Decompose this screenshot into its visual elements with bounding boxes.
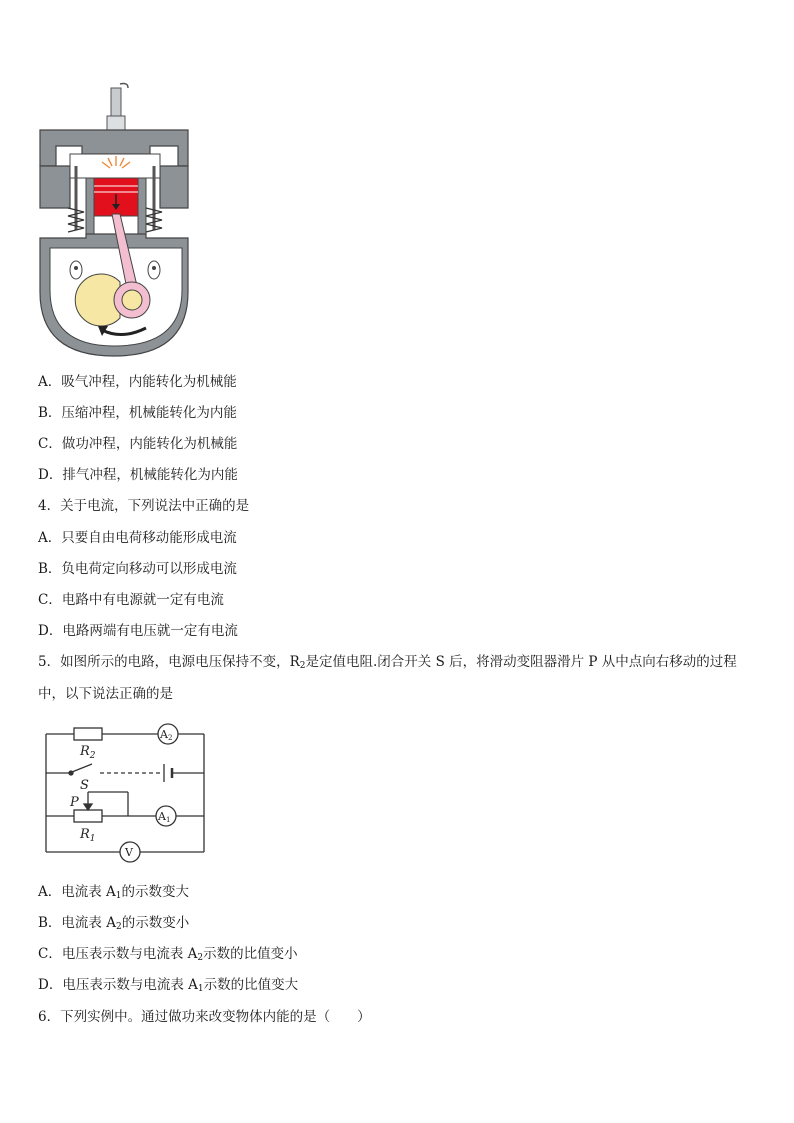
q5-stem-line1: 5．如图所示的电路，电源电压保持不变，$R_2$是定值电阻.闭合开关 S 后，将滑动变阻器滑片 P 从中点向右移动的过程 — [38, 654, 737, 671]
q6-stem: 6．下列实例中。通过做功来改变物体内能的是（ ） — [38, 1009, 371, 1025]
q4-option-d[interactable]: D．电路两端有电压就一定有电流 — [38, 623, 238, 639]
r2-label: $R_2$ — [80, 744, 96, 761]
engine-diagram — [36, 82, 196, 360]
voltmeter-label: V — [125, 846, 133, 859]
q3-option-a[interactable]: A．吸气冲程，内能转化为机械能 — [38, 374, 237, 390]
r1-label: $R_1$ — [80, 827, 96, 844]
ammeter-a1-label: A1 — [158, 810, 171, 824]
q5-option-c[interactable]: C．电压表示数与电流表 $A_2$示数的比值变小 — [38, 946, 298, 963]
q5-option-d[interactable]: D．电压表示数与电流表 $A_1$示数的比值变大 — [38, 977, 299, 994]
q4-stem: 4．关于电流，下列说法中正确的是 — [38, 498, 250, 514]
ammeter-a2-label: A2 — [160, 728, 173, 742]
q3-option-d[interactable]: D．排气冲程，机械能转化为内能 — [38, 467, 238, 483]
switch-s-label: S — [80, 778, 89, 793]
q3-option-c[interactable]: C．做功冲程，内能转化为机械能 — [38, 436, 238, 452]
q4-option-a[interactable]: A．只要自由电荷移动能形成电流 — [38, 530, 237, 546]
q5-option-b[interactable]: B．电流表 $A_2$的示数变小 — [38, 915, 190, 932]
q3-option-b[interactable]: B．压缩冲程，机械能转化为内能 — [38, 405, 237, 421]
q5-stem-line2: 中，以下说法正确的是 — [38, 686, 173, 702]
q5-option-a[interactable]: A．电流表 $A_1$的示数变大 — [38, 884, 190, 901]
q4-option-c[interactable]: C．电路中有电源就一定有电流 — [38, 592, 224, 608]
slider-p-label: P — [70, 795, 79, 810]
q4-option-b[interactable]: B．负电荷定向移动可以形成电流 — [38, 561, 237, 577]
circuit-diagram — [40, 722, 210, 866]
